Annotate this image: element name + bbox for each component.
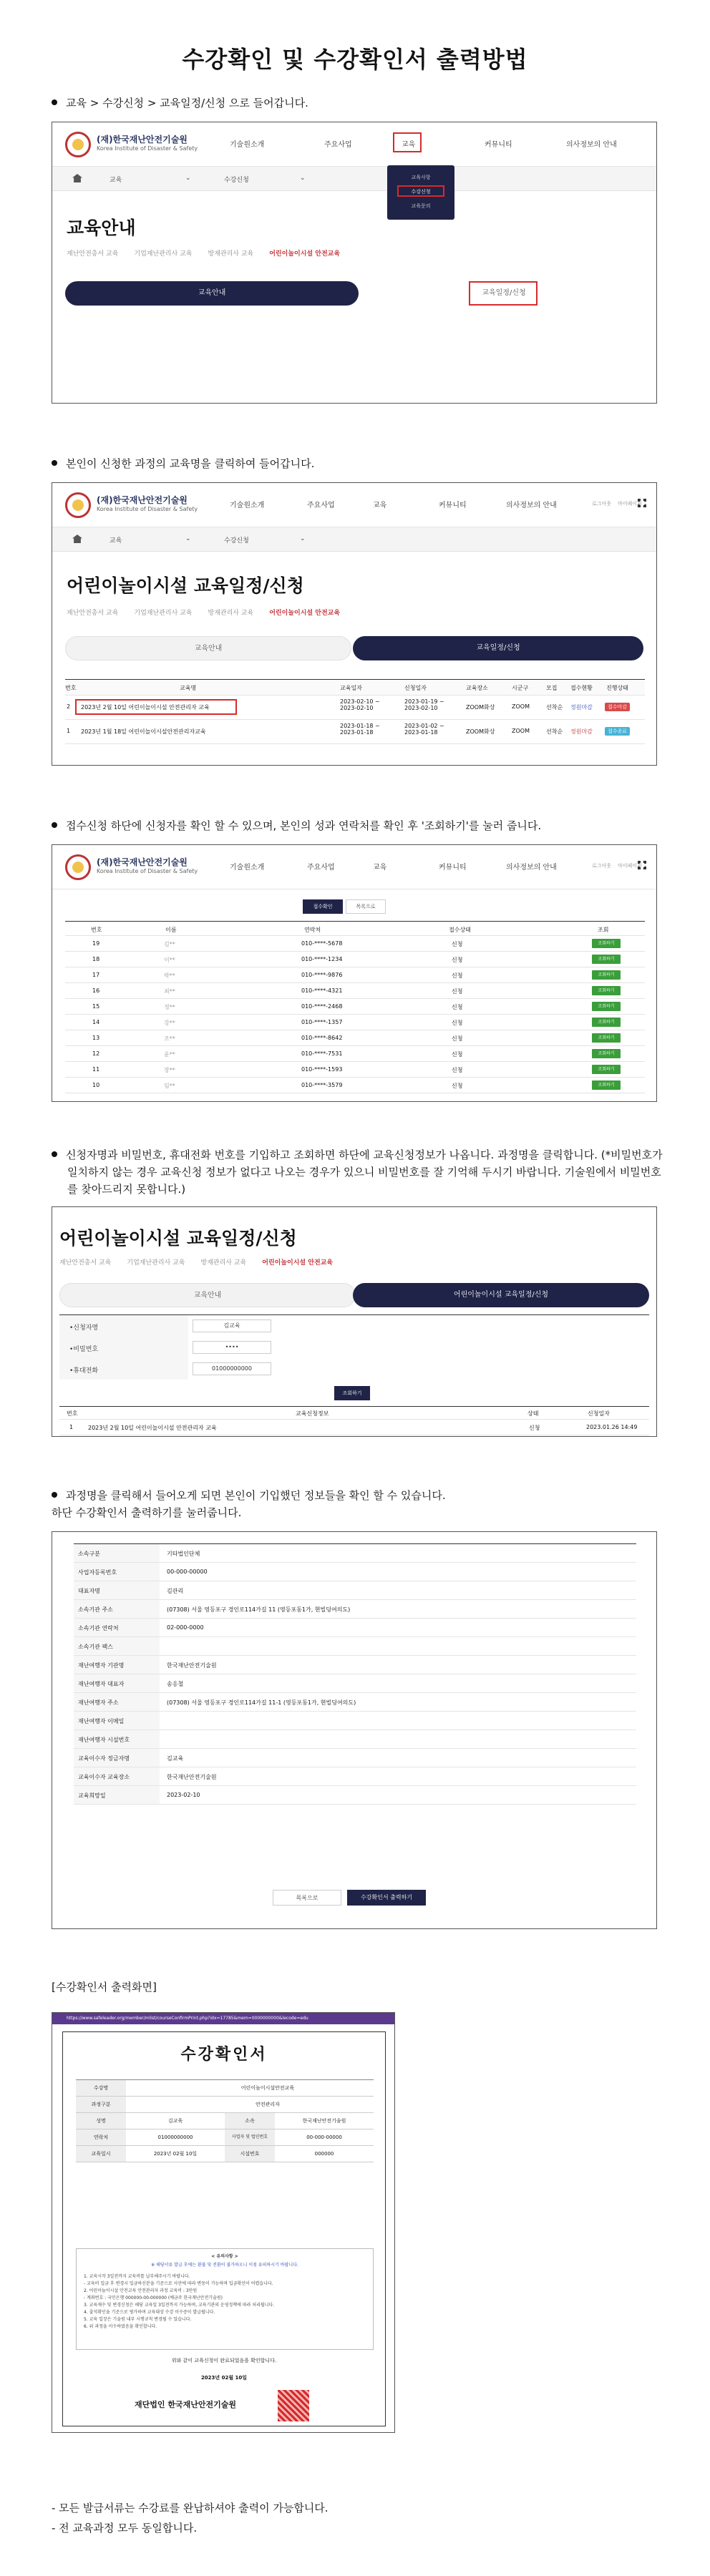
footnote-2: - 전 교육과정 모두 동일합니다. bbox=[52, 2522, 198, 2534]
highlight-box bbox=[75, 699, 237, 715]
highlight-box bbox=[397, 185, 444, 197]
table-row: 15 정** 010-****-2468 신청 조회하기 bbox=[65, 999, 645, 1015]
bullet-icon bbox=[52, 460, 57, 466]
sub-tabs: 재난안전총서 교육 기업재난관리사 교육 방재관리사 교육 어린이놀이시설 안전교육 bbox=[67, 250, 341, 258]
tab-schedule[interactable]: 교육일정/신청 bbox=[353, 636, 643, 660]
lookup-button[interactable]: 조회하기 bbox=[592, 1018, 621, 1027]
info-row: 소속구분 기타법인단체 bbox=[74, 1544, 636, 1563]
cert-table: 수강명 어린이놀이시설안전교육 과정구분 안전관리자 성명 김교육 소속 한국재난안전기술원 연락처 01000000000 사업자 및 법인번호 00-000-00000 교육일시 2023년 02월 10일 시설번호 000000 bbox=[76, 2079, 374, 2162]
chevron-down-icon: ⌄ bbox=[300, 175, 306, 182]
course-table bbox=[65, 679, 645, 744]
screenshot-4 bbox=[52, 1206, 657, 1437]
chevron-down-icon: ⌄ bbox=[300, 535, 306, 542]
info-row: 재난여행자 기관명 한국재난안전기술원 bbox=[74, 1656, 636, 1674]
highlight-box bbox=[469, 281, 538, 306]
print-cert-button[interactable]: 수강확인서 출력하기 bbox=[347, 1890, 426, 1906]
home-icon[interactable] bbox=[72, 174, 82, 182]
info-row: 재난여행자 시설번호 bbox=[74, 1730, 636, 1749]
table-row: 19 김** 010-****-5678 신청 조회하기 bbox=[65, 936, 645, 952]
footnote-1: - 모든 발급서류는 수강료를 완납하셔야 출력이 가능합니다. bbox=[52, 2502, 329, 2514]
table-row: 11 장** 010-****-1593 신청 조회하기 bbox=[65, 1062, 645, 1078]
cert-window bbox=[52, 2012, 395, 2433]
menu-grid-icon[interactable] bbox=[638, 499, 646, 507]
applicant-info-table bbox=[74, 1543, 636, 1805]
table-row[interactable]: 1 2023년 2월 10일 어린이놀이시설 안전관리자 교육 신청 2023.01.26 14:49 bbox=[59, 1420, 649, 1435]
lookup-button[interactable]: 조회하기 bbox=[592, 939, 621, 948]
cert-date: 2023년 02월 10일 bbox=[200, 2375, 248, 2381]
info-row: 교육희망일 2023-02-10 bbox=[74, 1786, 636, 1805]
lookup-button[interactable]: 조회하기 bbox=[592, 1033, 621, 1043]
breadcrumb: 교육 ⌄ 수강신청 ⌄ bbox=[52, 167, 656, 191]
info-row: 재난여행자 주소 (07308) 서울 영등포구 경인로114가길 11-1 (영등포동1가, 현빌딩여의도) bbox=[74, 1693, 636, 1712]
bullet-icon bbox=[52, 822, 57, 828]
table-header: 번호 이름 연락처 접수상태 조회 bbox=[65, 922, 645, 936]
lookup-button[interactable]: 조회하기 bbox=[592, 955, 621, 964]
site-header: (재)한국재난안전기술원 Korea Institute of Disaster & Safety 기술원소개 주요사업 교육 커뮤니티 의사정보의 안내 로그아웃 마이페이지 bbox=[52, 483, 656, 527]
table-row: 13 조** 010-****-8642 신청 조회하기 bbox=[65, 1030, 645, 1046]
cert-section-label: [수강확인서 출력화면] bbox=[52, 1981, 157, 1994]
heading: 교육안내 bbox=[67, 218, 136, 238]
info-row: 소속기관 주소 (07308) 서울 영등포구 경인로114가길 11 (영등포동1가, 현빌딩여의도) bbox=[74, 1600, 636, 1619]
info-row: 소속기관 연락처 02-000-0000 bbox=[74, 1619, 636, 1637]
table-row: 17 박** 010-****-9876 신청 조회하기 bbox=[65, 967, 645, 983]
seal-icon bbox=[278, 2390, 309, 2421]
info-row: 재난여행자 대표자 송응철 bbox=[74, 1674, 636, 1693]
lookup-button[interactable]: 조회하기 bbox=[592, 1080, 621, 1090]
step-5-sub: 하단 수강확인서 출력하기를 눌러줍니다. bbox=[52, 1506, 242, 1519]
cert-title: 수강확인서 bbox=[180, 2046, 268, 2064]
screenshot-5 bbox=[52, 1531, 657, 1929]
step-5: 과정명을 클릭해서 들어오게 되면 본인이 기입했던 정보들을 확인 할 수 있습니다. bbox=[52, 1487, 667, 1504]
tab-schedule[interactable]: 교육일정/신청 bbox=[482, 289, 526, 297]
lookup-form: •신청자명 김교육 •비밀번호 •••• •휴대전화 01000000000 bbox=[59, 1314, 649, 1379]
menu-grid-icon[interactable] bbox=[638, 861, 646, 869]
bullet-icon bbox=[52, 1492, 57, 1498]
course-link[interactable]: 2023년 1월 18일 어린이놀이시설안전관리자교육 bbox=[81, 728, 206, 735]
screenshot-2 bbox=[52, 482, 657, 766]
dropdown-menu: 교육사항 수강신청 교육문의 bbox=[387, 165, 454, 220]
name-input[interactable]: 김교육 bbox=[193, 1319, 271, 1332]
table-row: 10 임** 010-****-3579 신청 조회하기 bbox=[65, 1078, 645, 1093]
table-header: 번호 교육신청정보 상태 신청일자 bbox=[59, 1407, 649, 1420]
step-3: 접수신청 하단에 신청자를 확인 할 수 있으며, 본인의 성과 연락처를 확인 후 '조회하기'를 눌러 줍니다. bbox=[52, 817, 667, 834]
tab-edu-info[interactable]: 교육안내 bbox=[65, 281, 359, 306]
url-bar[interactable]: https://www.safeleader.org/member/mlist/courseConfirmPrint.php?idx=17785&mem=0000000000&lecode=edu bbox=[52, 2013, 394, 2024]
info-row: 재난여행자 이메일 bbox=[74, 1712, 636, 1730]
menu-item-apply[interactable]: 수강신청 bbox=[411, 189, 431, 195]
lookup-button[interactable]: 조회하기 bbox=[592, 1049, 621, 1058]
home-icon[interactable] bbox=[72, 535, 82, 543]
logo-icon[interactable] bbox=[65, 854, 91, 880]
chevron-down-icon: ⌄ bbox=[185, 175, 191, 182]
table-header: 번호 교육명 교육일자 신청일자 교육장소 시군구 모집 접수현황 진행상태 bbox=[65, 680, 645, 696]
nav-education[interactable]: 교육 bbox=[402, 141, 416, 149]
issuer: 재단법인 한국재난안전기술원 bbox=[135, 2400, 236, 2409]
heading: 어린이놀이시설 교육일정/신청 bbox=[59, 1228, 297, 1249]
nav-business[interactable]: 주요사업 bbox=[324, 141, 352, 149]
tab-edu-info[interactable]: 교육안내 bbox=[65, 636, 351, 660]
course-link[interactable]: 2023년 2월 10일 어린이놀이시설 안전관리자 교육 bbox=[88, 1425, 217, 1431]
tab-check[interactable]: 접수확인 bbox=[303, 899, 343, 914]
nav-info[interactable]: 의사정보의 안내 bbox=[566, 141, 617, 149]
table-row: 14 강** 010-****-1357 신청 조회하기 bbox=[65, 1015, 645, 1030]
table-row: 18 이** 010-****-1234 신청 조회하기 bbox=[65, 952, 645, 967]
lookup-button[interactable]: 조회하기 bbox=[592, 970, 621, 980]
applicant-table bbox=[65, 921, 645, 1093]
course-link[interactable]: 2023년 2월 10일 어린이놀이시설 안전관리자 교육 bbox=[81, 704, 210, 711]
list-button[interactable]: 목록으로 bbox=[273, 1890, 341, 1906]
tab-edu-info[interactable]: 교육안내 bbox=[59, 1283, 356, 1307]
info-row: 소속기관 팩스 bbox=[74, 1637, 636, 1656]
table-row: 16 최** 010-****-4321 신청 조회하기 bbox=[65, 983, 645, 999]
password-input[interactable]: •••• bbox=[193, 1341, 271, 1354]
highlight-box bbox=[393, 132, 422, 152]
site-header: (재)한국재난안전기술원 Korea Institute of Disaster & Safety 기술원소개 주요사업 교육 커뮤니티 의사정보의 안내 bbox=[52, 122, 656, 167]
step-1: 교육 > 수강신청 > 교육일정/신청 으로 들어갑니다. bbox=[52, 94, 667, 112]
lookup-button[interactable]: 조회하기 bbox=[592, 986, 621, 995]
logo-icon[interactable] bbox=[65, 492, 91, 518]
nav-about[interactable]: 기술원소개 bbox=[230, 141, 265, 149]
screenshot-1 bbox=[52, 122, 657, 404]
notice-box: < 유의사항 > ※ 해당서류 발급 후에는 환불 및 전환이 불가하오니 이점 유의하시기 바랍니다. 1. 교육시작 3일전까지 교육비를 납부해주시기 바랍니다. - 교육비 입금 후 변경시 입금하신분을 기준으로 사안에 따라 변동이 가능하며 입금확인이 어렵습니다. 2. 어린이놀이시설 안전교육 안전관리자 과정 교육비 : 3만원 - 계좌번호 : 국민은행 000000-00-000000 (예금주 한국재난안전기술원) 3. 교육재수 및 변경신청은 해당 교육일 3일전까지 가능하며, 교육기관의 운영정책에 따라 처리됩니다. 4. 출석확인을 기준으로 평가하며 교육대상 수강 이수증이 발급됩니다. 5. 교육 입장은 기술원 내부 시행규칙 변경될 수 있습니다. 6. 위 과정을 이수하였음을 확인합니다. bbox=[76, 2248, 374, 2350]
site-header: (재)한국재난안전기술원 Korea Institute of Disaster & Safety 기술원소개 주요사업 교육 커뮤니티 의사정보의 안내 로그아웃 마이페이지 bbox=[52, 845, 656, 889]
certificate bbox=[62, 2031, 386, 2426]
sub-tabs: 재난안전총서 교육 기업재난관리사 교육 방재관리사 교육 어린이놀이시설 안전교육 bbox=[67, 610, 341, 617]
tab-schedule[interactable]: 어린이놀이시설 교육일정/신청 bbox=[353, 1283, 649, 1307]
info-row: 교육이수자 교육장소 한국재난안전기술원 bbox=[74, 1767, 636, 1786]
page-title: 수강확인 및 수강확인서 출력방법 bbox=[182, 46, 528, 73]
confirm-text: 위와 같이 교육신청이 완료되었음을 확인합니다. bbox=[171, 2358, 277, 2363]
chevron-down-icon: ⌄ bbox=[185, 535, 191, 542]
sub-tabs: 재난안전총서 교육 기업재난관리사 교육 방재관리사 교육 어린이놀이시설 안전교육 bbox=[59, 1259, 334, 1267]
step-4: 신청자명과 비밀번호, 휴대전화 번호를 기입하고 조회하면 하단에 교육신청정보가 나옵니다. 과정명을 클릭합니다. (*비밀번호가 일치하지 않는 경우 교육신청 정보가 없다고 나오는 경우가 있으니 비밀번호를 잘 기억해 두시기 바랍니다. 기술원에서 비밀번호를 찾아드리지 못합니다.) bbox=[52, 1146, 667, 1198]
logo-icon[interactable] bbox=[65, 132, 91, 157]
phone-input[interactable]: 01000000000 bbox=[193, 1362, 271, 1375]
breadcrumb: 교육 ⌄ 수강신청 ⌄ bbox=[52, 527, 656, 552]
table-row[interactable]: 1 2023년 1월 18일 어린이놀이시설안전관리자교육 2023-01-18 ~ 2023-01-18 2023-01-02 ~ 2023-01-18 ZOOM화상 ZOOM 선착순 정원마감 접수종료 bbox=[65, 720, 645, 744]
nav-community[interactable]: 커뮤니티 bbox=[485, 141, 512, 149]
bullet-icon bbox=[52, 1151, 57, 1157]
info-row: 대표자명 김관리 bbox=[74, 1581, 636, 1600]
info-row: 사업자등록번호 00-000-00000 bbox=[74, 1563, 636, 1581]
tab-list[interactable]: 목록으로 bbox=[346, 899, 386, 914]
search-button[interactable]: 조회하기 bbox=[334, 1386, 370, 1400]
heading: 어린이놀이시설 교육일정/신청 bbox=[67, 575, 304, 596]
table-row: 12 윤** 010-****-7531 신청 조회하기 bbox=[65, 1046, 645, 1062]
result-table bbox=[59, 1406, 649, 1435]
info-row: 교육이수자 정금자명 김교육 bbox=[74, 1749, 636, 1767]
lookup-button[interactable]: 조회하기 bbox=[592, 1065, 621, 1074]
table-row[interactable]: 2 2023년 2월 10일 어린이놀이시설 안전관리자 교육 2023-02-10 ~ 2023-02-10 2023-01-19 ~ 2023-02-10 ZOOM화상 ZOOM 선착순 정원마감 접수마감 bbox=[65, 696, 645, 720]
lookup-button[interactable]: 조회하기 bbox=[592, 1002, 621, 1011]
bullet-icon bbox=[52, 99, 57, 105]
screenshot-3 bbox=[52, 844, 657, 1102]
step-2: 본인이 신청한 과정의 교육명을 클릭하여 들어갑니다. bbox=[52, 455, 667, 472]
